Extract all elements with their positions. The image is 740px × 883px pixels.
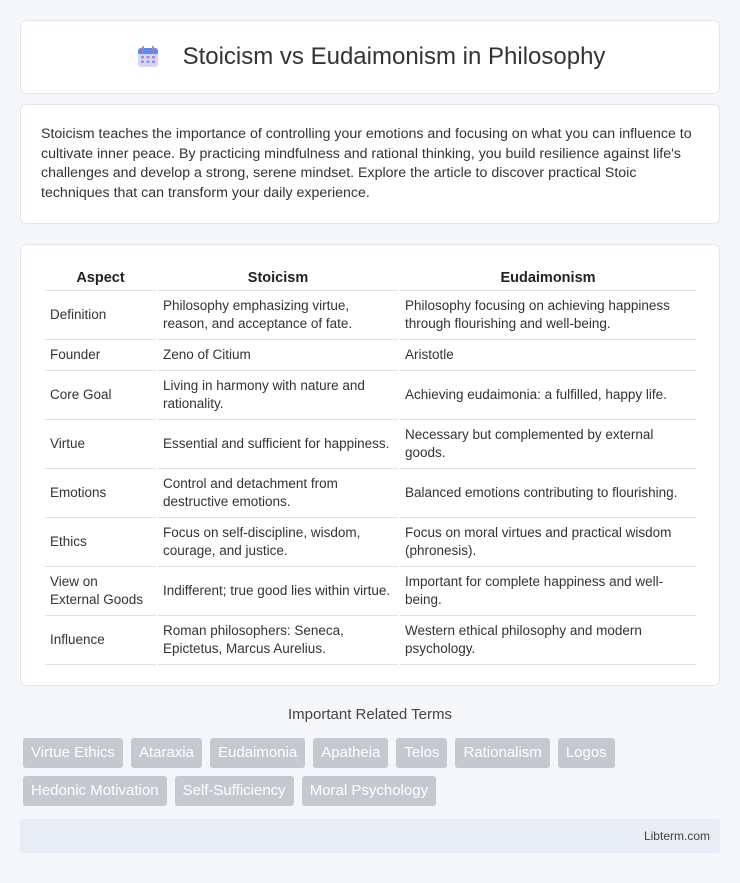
- intro-text: Stoicism teaches the importance of controlling your emotions and focusing on what you can influence to cultivate inner peace. By practicing mindfulness and rational thinking, you build resilience against life's challenges and develop a strong, serene mindset. Explore the article to discover practical Stoic techniques that can transform your daily experience.: [41, 126, 692, 201]
- related-term-tag[interactable]: Moral Psychology: [302, 776, 436, 806]
- related-term-tag[interactable]: Rationalism: [455, 738, 549, 768]
- stoicism-cell: Essential and sufficient for happiness.: [158, 420, 398, 469]
- aspect-cell: Ethics: [45, 518, 156, 567]
- related-term-tag[interactable]: Self-Sufficiency: [175, 776, 294, 806]
- table-row: [45, 616, 696, 665]
- eudaimonism-cell: Western ethical philosophy and modern psychology.: [400, 616, 696, 665]
- table-row: [45, 469, 696, 518]
- table-row: [45, 518, 696, 567]
- related-terms-list: [23, 738, 723, 806]
- aspect-cell: Virtue: [45, 420, 156, 469]
- aspect-cell: Influence: [45, 616, 156, 665]
- eudaimonism-cell: Necessary but complemented by external goods.: [400, 420, 696, 469]
- related-term-tag[interactable]: Virtue Ethics: [23, 738, 123, 768]
- aspect-cell: Emotions: [45, 469, 156, 518]
- related-term-tag[interactable]: Telos: [396, 738, 447, 768]
- related-terms-title: Important Related Terms: [288, 706, 452, 723]
- eudaimonism-cell: Focus on moral virtues and practical wisdom (phronesis).: [400, 518, 696, 567]
- related-term-tag[interactable]: Apatheia: [313, 738, 388, 768]
- table-row: [45, 291, 696, 340]
- stoicism-cell: Living in harmony with nature and rationality.: [158, 371, 398, 420]
- eudaimonism-cell: Achieving eudaimonia: a fulfilled, happy life.: [400, 371, 696, 420]
- stoicism-cell: Focus on self-discipline, wisdom, courage, and justice.: [158, 518, 398, 567]
- aspect-cell: Founder: [45, 340, 156, 371]
- column-header-eudaimonism: Eudaimonism: [400, 265, 696, 291]
- table-header-row: [45, 265, 696, 291]
- column-header-stoicism: Stoicism: [158, 265, 398, 291]
- related-term-tag[interactable]: Hedonic Motivation: [23, 776, 167, 806]
- related-term-tag[interactable]: Ataraxia: [131, 738, 202, 768]
- related-term-tag[interactable]: Eudaimonia: [210, 738, 305, 768]
- table-row: [45, 340, 696, 371]
- title-card: [20, 20, 720, 94]
- aspect-cell: Definition: [45, 291, 156, 340]
- eudaimonism-cell: Balanced emotions contributing to flourishing.: [400, 469, 696, 518]
- calendar-icon: [135, 44, 161, 70]
- table-row: [45, 371, 696, 420]
- aspect-cell: View on External Goods: [45, 567, 156, 616]
- footer-site-link[interactable]: Libterm.com: [643, 829, 710, 843]
- comparison-table-card: [20, 244, 720, 686]
- page-title: Stoicism vs Eudaimonism in Philosophy: [182, 43, 606, 70]
- related-term-tag[interactable]: Logos: [558, 738, 615, 768]
- stoicism-cell: Roman philosophers: Seneca, Epictetus, Marcus Aurelius.: [158, 616, 398, 665]
- stoicism-cell: Zeno of Citium: [158, 340, 398, 371]
- column-header-aspect: Aspect: [45, 265, 156, 291]
- stoicism-cell: Philosophy emphasizing virtue, reason, and acceptance of fate.: [158, 291, 398, 340]
- intro-card: [20, 104, 720, 224]
- comparison-table: [43, 265, 698, 665]
- eudaimonism-cell: Important for complete happiness and well-being.: [400, 567, 696, 616]
- stoicism-cell: Indifferent; true good lies within virtue.: [158, 567, 398, 616]
- aspect-cell: Core Goal: [45, 371, 156, 420]
- eudaimonism-cell: Aristotle: [400, 340, 696, 371]
- table-row: [45, 420, 696, 469]
- stoicism-cell: Control and detachment from destructive emotions.: [158, 469, 398, 518]
- footer: [20, 819, 720, 853]
- eudaimonism-cell: Philosophy focusing on achieving happiness through flourishing and well-being.: [400, 291, 696, 340]
- table-row: [45, 567, 696, 616]
